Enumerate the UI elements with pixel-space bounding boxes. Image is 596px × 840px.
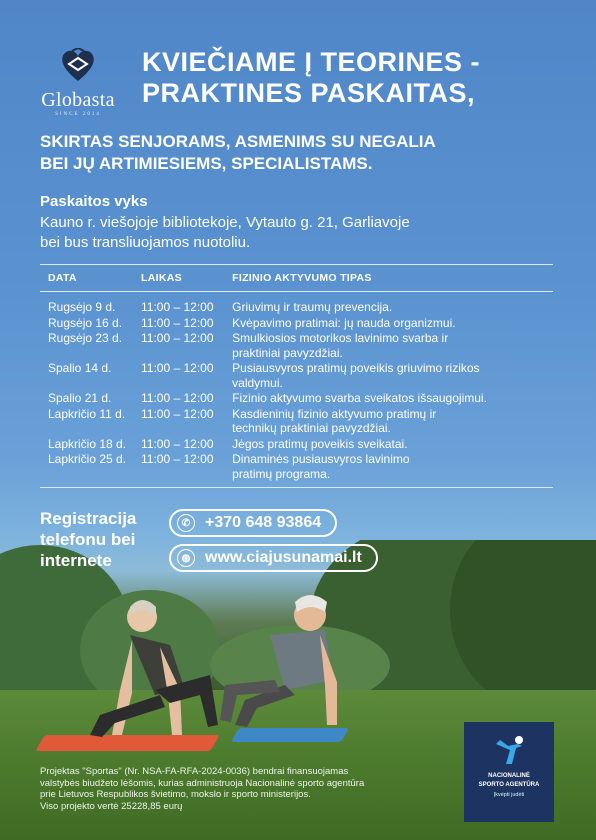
header-date: DATA bbox=[48, 272, 77, 284]
row-type-line: valdymui. bbox=[232, 375, 283, 390]
row-time: 11:00 – 12:00 bbox=[141, 391, 214, 405]
phone-button[interactable] bbox=[169, 509, 337, 537]
row-date: Lapkričio 18 d. bbox=[48, 436, 127, 451]
row-type-line: Fizinio aktyvumo svarba sveikatos išsaugojimui. bbox=[232, 391, 487, 405]
row-type bbox=[232, 437, 553, 452]
row-date: Rugsėjo 9 d. bbox=[48, 300, 116, 314]
page-subtitle: SKIRTAS SENJORAMS, ASMENIMS SU NEGALIA BEI JŲ ARTIMIESIEMS, SPECIALISTAMS. bbox=[40, 132, 436, 173]
table-row bbox=[40, 452, 553, 481]
row-type-line: Jėgos pratimų poveikis sveikatai. bbox=[232, 436, 408, 451]
row-type-line: Griuvimų ir traumų prevencija. bbox=[232, 300, 393, 314]
schedule-table bbox=[40, 264, 553, 488]
agency-name-1: NACIONALINĖ bbox=[488, 773, 530, 779]
row-type-line: technikų praktiniai pavyzdžiai. bbox=[232, 421, 391, 435]
row-time: 11:00 – 12:00 bbox=[141, 315, 214, 330]
sport-agency-logo bbox=[464, 722, 554, 822]
row-type-line: Dinaminės pusiausvyros lavinimo bbox=[232, 452, 410, 466]
logo-brand-text: Globasta bbox=[41, 89, 115, 111]
row-type bbox=[232, 331, 553, 360]
table-divider bbox=[40, 487, 553, 488]
funding-note: Projektas "Sportas" (Nr. NSA-FA-RFA-2024-0036) bendrai finansuojamas valstybės biudžeto lėšomis, kurias administruoja Nacionalinė sporto agentūra prie Lietuvos Respublikos švietimo, mokslo ir sporto ministerijos. Viso projekto vertė 25228,85 eurų bbox=[40, 766, 365, 812]
table-row bbox=[40, 331, 553, 360]
row-time: 11:00 – 12:00 bbox=[141, 452, 214, 466]
row-date: Spalio 21 d. bbox=[48, 391, 112, 405]
row-type bbox=[232, 361, 553, 390]
heart-hands-icon bbox=[60, 48, 96, 82]
row-date: Lapkričio 11 d. bbox=[48, 406, 126, 421]
agency-figure-icon bbox=[492, 734, 526, 766]
row-type-line: Kasdieninių fizinio aktyvumo pratimų ir bbox=[232, 406, 437, 421]
row-type bbox=[232, 316, 553, 331]
row-type-line: pratimų programa. bbox=[232, 466, 331, 481]
page-title: KVIEČIAME Į TEORINES - PRAKTINES PASKAITAS, bbox=[142, 47, 481, 108]
globe-icon: ◍ bbox=[177, 549, 195, 567]
row-type-line: Smulkiosios motorikos lavinimo svarba ir bbox=[232, 331, 449, 345]
registration-label: Registracija telefonu bei internete bbox=[40, 509, 137, 570]
header-type: FIZINIO AKTYVUMO TIPAS bbox=[232, 272, 372, 284]
row-time: 11:00 – 12:00 bbox=[141, 361, 214, 375]
logo-since-text: SINCE 2014 bbox=[55, 112, 101, 117]
row-date: Lapkričio 25 d. bbox=[48, 452, 127, 466]
header-time: LAIKAS bbox=[141, 272, 182, 284]
table-row bbox=[40, 391, 553, 406]
phone-icon: ✆ bbox=[177, 514, 195, 532]
table-row bbox=[40, 300, 553, 315]
phone-number: +370 648 93864 bbox=[205, 514, 322, 531]
agency-motto: Įkvėpti judėti bbox=[493, 792, 525, 798]
table-row bbox=[40, 437, 553, 452]
table-body bbox=[40, 292, 553, 487]
table-header bbox=[40, 265, 553, 291]
row-time: 11:00 – 12:00 bbox=[141, 406, 214, 421]
man-exercising-image bbox=[215, 590, 365, 740]
row-type-line: Kvėpavimo pratimai: jų nauda organizmui. bbox=[232, 315, 456, 330]
row-type bbox=[232, 407, 553, 436]
row-time: 11:00 – 12:00 bbox=[141, 436, 214, 451]
row-time: 11:00 – 12:00 bbox=[141, 331, 214, 345]
row-time: 11:00 – 12:00 bbox=[141, 300, 214, 314]
website-url: www.ciajusunamai.lt bbox=[205, 549, 362, 566]
woman-exercising-image bbox=[60, 595, 220, 745]
row-date: Spalio 14 d. bbox=[48, 361, 112, 375]
row-type-line: praktiniai pavyzdžiai. bbox=[232, 345, 343, 360]
row-type-line: Pusiausvyros pratimų poveikis griuvimo rizikos bbox=[232, 361, 480, 375]
row-type bbox=[232, 391, 553, 406]
website-link[interactable] bbox=[169, 544, 378, 572]
agency-name-2: SPORTO AGENTŪRA bbox=[478, 782, 540, 788]
row-type bbox=[232, 300, 553, 315]
row-date: Rugsėjo 23 d. bbox=[48, 331, 123, 345]
row-date: Rugsėjo 16 d. bbox=[48, 315, 123, 330]
location-text: Kauno r. viešojoje bibliotekoje, Vytauto g. 21, Garliavoje bei bus transliuojamos nuotoliu. bbox=[40, 214, 410, 251]
table-row bbox=[40, 361, 553, 390]
globasta-logo bbox=[36, 48, 120, 117]
table-row bbox=[40, 316, 553, 331]
location-heading: Paskaitos vyks bbox=[40, 193, 148, 210]
table-row bbox=[40, 407, 553, 436]
row-type bbox=[232, 452, 553, 481]
